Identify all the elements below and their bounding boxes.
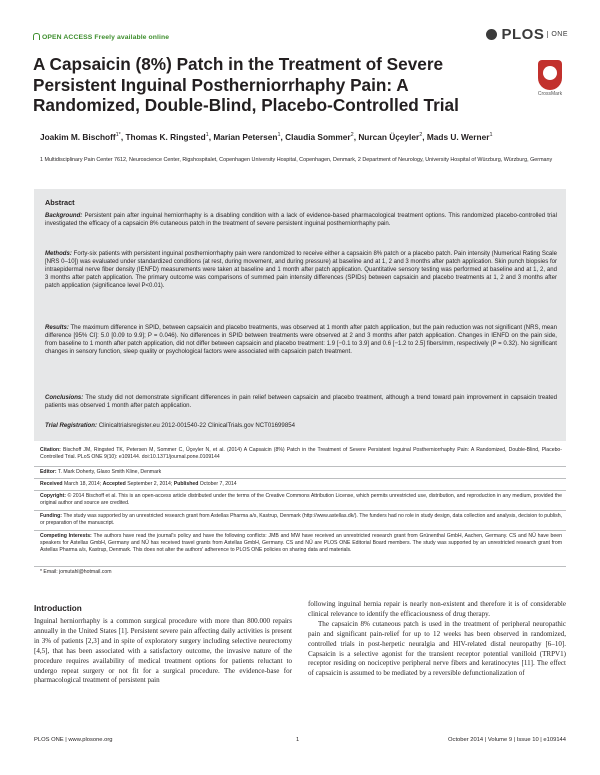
trial-text[interactable]: Clinicaltrialsregister.eu 2012-001540-22 ClinicalTrials.gov NCT01699854 [98,422,295,429]
oa-word-open: OPEN [42,34,62,41]
affiliations: 1 Multidisciplinary Pain Center 7612, Neuroscience Center, Rigshospitalet, Copenhagen University Hospital, Copenhagen, Denmark, 2 Department of Neurology, University Hospital of Würzburg, Würzburg, Germany [40,157,553,163]
author-affil-sup: 1 [115,132,119,138]
page-number: 1 [296,737,300,743]
citation-label: Citation: [40,447,61,453]
corresponding-mark: * [118,132,121,138]
funding [40,513,562,527]
oa-word-access: ACCESS Freely available online [63,34,170,41]
open-lock-icon [33,33,40,40]
copyright-text: © 2014 Bischoff et al. This is an open-access article distributed under the terms of the Creative Commons Attribution License, which permits unrestricted use, distribution, and reproduction in any medium, provided the original author and source are credited. [40,493,562,507]
competing-text: The authors have read the journal's policy and have the following conflicts: JMB and MW have received an unrestricted research grant from Grünenthal GmbH, Aachen, Germany. CS and NÜ have been speakers for Astellas GmbH, Germany and NÜ has received travel grants from Astellas GmbH, Germany. CS and NÜ are PLOS ONE Editorial Board members. The study was supported by an unrestricted research grant from Astellas Pharma a/s, Kastrup, Denmark. This does not alter the authors' adherence to PLOS ONE policies on sharing data and materials. [40,533,562,554]
background-label: Background: [45,213,83,219]
accepted-date: September 2, 2014; [127,481,173,487]
divider [34,566,566,567]
author-name[interactable]: Nurcan Üçeyler [358,131,420,142]
divider [34,466,566,467]
author-affil-sup: 2 [419,132,423,138]
author-name[interactable]: Claudia Sommer [285,131,351,142]
author-sep: , [280,131,286,142]
accepted-label: Accepted [102,481,126,487]
logo-one-text: ONE [547,31,568,38]
published-date: October 7, 2014 [199,481,237,487]
open-access-banner [33,33,169,41]
results-label: Results: [45,325,69,331]
footer-issue: October 2014 | Volume 9 | Issue 10 | e109144 [448,737,566,743]
copyright [40,493,562,507]
author-affil-sup: 2 [350,132,354,138]
abstract-heading: Abstract [45,198,75,207]
trial-registration [45,422,295,429]
author-name[interactable]: Mads U. Werner [426,131,490,142]
competing-label: Competing Interests: [40,533,92,539]
editor-text: T. Mark Doherty, Glaxo Smith Kline, Denmark [57,469,162,475]
results-text: The maximum difference in SPID, between capsaicin and placebo treatments, was observed at 1 month after patch application, but the pain reduction was not significant (NRS, mean difference [95% CI]: 5.0 [0.09 to 9.9]; P = 0.046). No differences in SPID between treatments were observed at 2 and 3 months after patch application. Changes in IENFD on the pain side, from baseline to 1 month after patch application, did not differ between capsaicin and placebo treatment: 1.9 [−0.1 to 3.9] and 0.6 [−1.2 to 2.5] fibers/mm, respectively (P = 0.32). No significant changes in sensory function, sleep quality or psychological factors were associated with capsaicin patch treatment. [45,325,558,356]
divider [34,478,566,479]
methods-text: Forty-six patients with persistent inguinal postherniorrhaphy pain were randomized to receive either a capsaicin 8% patch or a placebo patch. Pain intensity (Numerical Rating Scale [NRS 0–10]) was evaluated under standardized conditions (at rest, during movement, and during pressure) at baseline and at 1, 2 and 3 months after patch application. Skin punch biopsies for intraepidermal nerve fiber density (IENFD) measurements were taken at baseline and 1 month after patch application. Quantitative sensory testing was performed at baseline and at 1, 2, and 3 months after patch application. The primary outcome was comparisons of summed pain intensity differences (SPIDs) between capsaicin and placebo treatments at 1, 2 and 3 months after patch application (significance level P<0.01). [45,251,557,290]
citation-text: Bischoff JM, Ringsted TK, Petersen M, Sommer C, Üçeyler N, et al. (2014) A Capsaicin (8%) Patch in the Treatment of Severe Persistent Inguinal Postherniorrhaphy Pain: A Randomized, Double-Blind, Placebo-Controlled Trial. PLoS ONE 9(10): e109144. doi:10.1371/journal.pone.0109144 [40,447,562,461]
methods-label: Methods: [45,251,72,257]
intro-left-column [34,617,292,686]
author-affil-sup: 1 [205,132,209,138]
intro-right-column [308,600,566,679]
plos-one-logo[interactable] [486,26,568,43]
published-label: Published [173,481,199,487]
article-title: A Capsaicin (8%) Patch in the Treatment of Severe Persistent Inguinal Postherniorrhaphy Pain: A Randomized, Double-Blind, Placebo-Controlled Trial [33,54,459,115]
author-list [40,129,560,144]
background-text: Persistent pain after inguinal herniorrhaphy is a disabling condition with a lack of evidence-based pharmacological treatment options. This randomized placebo-controlled trial investigated the efficacy of a capsaicin 8% cutaneous patch in the treatment of severe persistent inguinal postherniorrhaphy pain. [45,213,557,228]
crossmark-icon [538,60,562,90]
divider [34,490,566,491]
crossmark-label: CrossMark [537,91,563,97]
corresponding-email[interactable]: * Email: jomutahl@hotmail.com [40,569,112,575]
received-date: March 18, 2014; [64,481,102,487]
introduction-heading: Introduction [34,604,82,613]
received-label: Received [40,481,63,487]
author-sep: , [120,131,126,142]
footer-journal[interactable]: PLOS ONE | www.plosone.org [34,737,113,743]
logo-plos-text: PLOS [501,26,545,43]
author-name[interactable]: Joakim M. Bischoff [40,131,116,142]
author-affil-sup: 1 [489,132,493,138]
dates [40,481,562,488]
abstract-background [45,212,557,228]
competing-interests [40,533,562,555]
author-sep: , [422,131,427,142]
intro-paragraph: following inguinal hernia repair is nearly non-existent and therefore it is of considerable clinical relevance to identify the efficaciousness of drug therapy. [308,600,566,618]
author-name[interactable]: Thomas K. Ringsted [125,131,206,142]
crossmark-button[interactable] [530,60,570,97]
author-sep: , [208,131,214,142]
editor-label: Editor: [40,469,57,475]
abstract-results [45,324,557,356]
copyright-label: Copyright: [40,493,66,499]
author-name[interactable]: Marian Petersen [213,131,278,142]
author-sep: , [353,131,359,142]
conclusions-label: Conclusions: [45,395,84,401]
intro-paragraph: The capsaicin 8% cutaneous patch is used in the treatment of peripheral neuropathic pain and significant pain-relief for up to 12 weeks has been observed in randomized, controlled trials in post-herpetic neuralgia and HIV-related distal neuropathy [6–10]. Capsaicin is a selective agonist for the transient receptor potential vanilloid (TRPV1) receptor residing on nociceptive peripheral nerve fibers and keratinocytes [11]. The effect of capsaicin is assumed to be mediated by a reversible defunctionalization of [308,619,566,678]
intro-paragraph: Inguinal herniorrhaphy is a common surgical procedure with more than 800.000 repairs annually in the United States [1]. Persistent severe pain affecting daily activities is present in 3% of patients [2,3] and in spite of exploratory surgery including selective neurectomy [4,5], that has been associated with a satisfactory outcome, the invasive nature of the procedure requires availability of medical treatment options for patients reluctant to undergo repeat surgery or not fit for a surgical procedure. The evidence-base for pharmacological treatment of persistent pain [34,617,292,685]
abstract-methods [45,250,557,290]
divider [34,530,566,531]
conclusions-text: The study did not demonstrate significant differences in pain relief between capsaicin and placebo treatment, although a trend toward pain improvement in capsaicin treated patients was observed 1 month after patch application. [45,395,558,410]
divider [34,510,566,511]
author-affil-sup: 1 [277,132,281,138]
funding-label: Funding: [40,513,62,519]
trial-label: Trial Registration: [45,422,98,429]
abstract-conclusions [45,394,557,410]
plos-logo-icon [486,29,497,40]
citation [40,447,562,461]
editor [40,469,562,476]
funding-text: The study was supported by an unrestricted research grant from Astellas Pharma a/s, Kastrup, Denmark (http://www.astellas.dk/). The funders had no role in study design, data collection and analysis, decision to publish, or preparation of the manuscript. [40,513,562,527]
